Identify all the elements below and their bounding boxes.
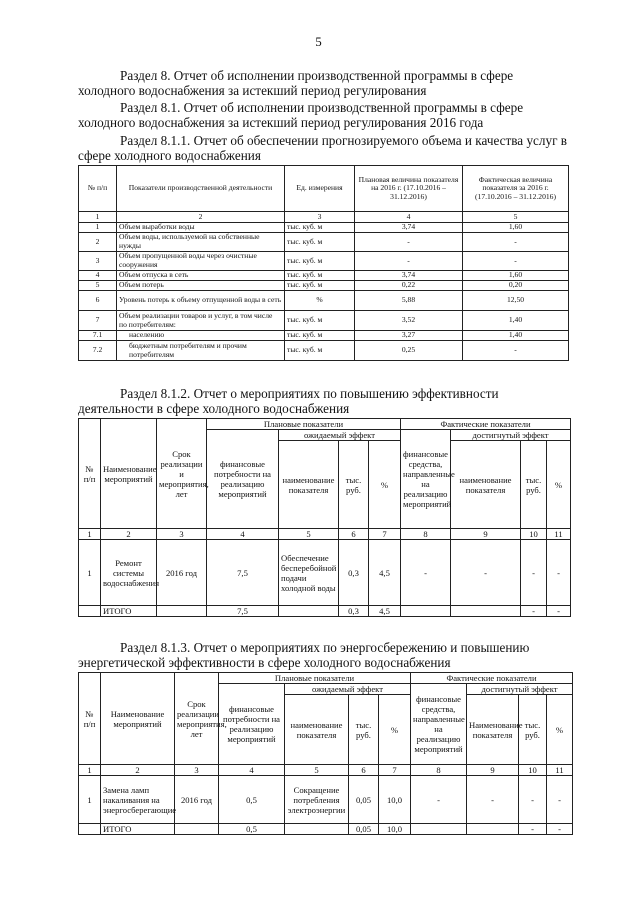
- table-row: [79, 341, 569, 361]
- row-plan: 3,74: [355, 271, 463, 281]
- total-achieved-pct: -: [547, 824, 573, 835]
- col-number: 3: [175, 765, 219, 776]
- col-header-achieved-effect: достигнутый эффект: [467, 684, 573, 695]
- total-pct: 4,5: [369, 606, 401, 617]
- row-indicator: Объем отпуска в сеть: [117, 271, 285, 281]
- row-unit: тыс. куб. м: [285, 252, 355, 271]
- row-fact: 1,40: [463, 311, 569, 331]
- table-row: [79, 776, 573, 824]
- total-financing: 7,5: [207, 606, 279, 617]
- row-fact: -: [463, 233, 569, 252]
- table-row: [79, 311, 569, 331]
- row-indicator: Уровень потерь к объему отпущенной воды в сеть: [117, 291, 285, 311]
- col-number: 2: [117, 212, 285, 223]
- row-unit: тыс. куб. м: [285, 233, 355, 252]
- col-header-achieved-indicator: наименование показателя: [451, 441, 521, 529]
- total-label: ИТОГО: [101, 824, 175, 835]
- table-row: [79, 540, 571, 606]
- total-financing: 0,5: [219, 824, 285, 835]
- row-indicator: Сокращение потребления электроэнергии: [285, 776, 349, 824]
- col-header-financing: финансовые потребности на реализацию мероприятий: [219, 684, 285, 765]
- row-unit: %: [285, 291, 355, 311]
- row-unit: тыс. куб. м: [285, 281, 355, 291]
- col-header-plan: Плановые показатели: [219, 673, 411, 684]
- table-row: [79, 291, 569, 311]
- total-pct: 10,0: [379, 824, 411, 835]
- column-numbers-row: [79, 529, 571, 540]
- row-plan: 0,22: [355, 281, 463, 291]
- column-numbers-row: [79, 212, 569, 223]
- col-header-achieved-effect: достигнутый эффект: [451, 430, 571, 441]
- col-header-achieved-pct: %: [547, 695, 573, 765]
- row-fact-financing: -: [401, 540, 451, 606]
- col-number: 1: [79, 212, 117, 223]
- heading-section-8-1-2: Раздел 8.1.2. Отчет о мероприятиях по повышению эффективности деятельности в сфере холодного водоснабжения: [78, 386, 499, 416]
- row-indicator: Объем потерь: [117, 281, 285, 291]
- row-achieved-pct: -: [547, 540, 571, 606]
- col-number: 4: [355, 212, 463, 223]
- col-header-expected-effect: ожидаемый эффект: [279, 430, 401, 441]
- col-header-financing: финансовые потребности на реализацию мероприятий: [207, 430, 279, 529]
- col-header-unit: Ед. измерения: [285, 166, 355, 212]
- column-numbers-row: [79, 765, 573, 776]
- row-num: 6: [79, 291, 117, 311]
- total-achieved-rub: -: [521, 606, 547, 617]
- col-header-expected-effect: ожидаемый эффект: [285, 684, 411, 695]
- row-fact: 1,60: [463, 271, 569, 281]
- row-measure-name: Ремонт системы водоснабжения: [101, 540, 157, 606]
- row-num: 3: [79, 252, 117, 271]
- heading-section-8-1-1: Раздел 8.1.1. Отчет об обеспечении прогнозируемого объема и качества услуг в сфере холодного водоснабжения: [78, 133, 568, 163]
- row-num: 1: [79, 223, 117, 233]
- col-number: 7: [369, 529, 401, 540]
- col-header-achieved-indicator: Наименование показателя: [467, 695, 519, 765]
- col-header-fact: Фактические показатели: [411, 673, 573, 684]
- row-indicator: населению: [117, 331, 285, 341]
- col-header-fact: Фактические показатели: [401, 419, 571, 430]
- col-header-indicator: наименование показателя: [279, 441, 339, 529]
- row-unit: тыс. куб. м: [285, 223, 355, 233]
- heading-section-8-1: Раздел 8.1. Отчет об исполнении производственной программы в сфере холодного водоснабжения за истекший период регулирования 2016 года: [78, 100, 524, 130]
- total-row: [79, 824, 573, 835]
- table-row: [79, 233, 569, 252]
- row-rub: 0,3: [339, 540, 369, 606]
- col-header-pct: %: [379, 695, 411, 765]
- heading-section-8: Раздел 8. Отчет об исполнении производственной программы в сфере холодного водоснабжения за истекший период регулирования: [78, 68, 514, 98]
- row-achieved-pct: -: [547, 776, 573, 824]
- col-header-fact-financing: финансовые средства, направленные на реализацию мероприятий: [401, 430, 451, 529]
- heading-section-8-1-3: Раздел 8.1.3. Отчет о мероприятиях по энергосбережению и повышению энергетической эффективности в сфере холодного водоснабжения: [78, 640, 530, 670]
- row-plan: -: [355, 252, 463, 271]
- row-plan: 3,27: [355, 331, 463, 341]
- col-number: 1: [79, 529, 101, 540]
- row-num: 4: [79, 271, 117, 281]
- row-plan: 0,25: [355, 341, 463, 361]
- row-indicator: Объем пропущенной воды через очистные сооружения: [117, 252, 285, 271]
- row-unit: тыс. куб. м: [285, 311, 355, 331]
- production-indicators-table: [78, 165, 569, 361]
- col-number: 5: [285, 765, 349, 776]
- col-number: 3: [285, 212, 355, 223]
- col-header-num: № п/п: [79, 673, 101, 765]
- col-number: 1: [79, 765, 101, 776]
- total-achieved-rub: -: [519, 824, 547, 835]
- row-fact: -: [463, 341, 569, 361]
- row-plan: 3,74: [355, 223, 463, 233]
- col-header-rub: тыс. руб.: [349, 695, 379, 765]
- table-row: [79, 331, 569, 341]
- col-header-num: № п/п: [79, 166, 117, 212]
- row-indicator: Объем выработки воды: [117, 223, 285, 233]
- row-unit: тыс. куб. м: [285, 341, 355, 361]
- col-header-fact: Фактическая величина показателя за 2016 г. (17.10.2016 – 31.12.2016): [463, 166, 569, 212]
- row-financing: 7,5: [207, 540, 279, 606]
- row-indicator: Объем воды, используемой на собственные нужды: [117, 233, 285, 252]
- row-achieved-indicator: -: [451, 540, 521, 606]
- col-number: 6: [349, 765, 379, 776]
- col-number: 5: [279, 529, 339, 540]
- total-rub: 0,05: [349, 824, 379, 835]
- efficiency-measures-table: [78, 418, 571, 617]
- col-number: 9: [451, 529, 521, 540]
- table-row: [79, 271, 569, 281]
- col-number: 8: [401, 529, 451, 540]
- row-fact: 12,50: [463, 291, 569, 311]
- row-num: 7.2: [79, 341, 117, 361]
- row-achieved-rub: -: [521, 540, 547, 606]
- col-header-name: Наименование мероприятий: [101, 673, 175, 765]
- col-header-num: № п/п: [79, 419, 101, 529]
- row-num: 2: [79, 233, 117, 252]
- row-measure-name: Замена ламп накаливания на энергосберегающие: [101, 776, 175, 824]
- total-rub: 0,3: [339, 606, 369, 617]
- total-achieved-pct: -: [547, 606, 571, 617]
- row-num: 5: [79, 281, 117, 291]
- row-num: 7: [79, 311, 117, 331]
- page-number: 5: [315, 34, 322, 49]
- col-number: 9: [467, 765, 519, 776]
- row-fact: 0,20: [463, 281, 569, 291]
- energy-saving-measures-table: [78, 672, 573, 835]
- row-plan: -: [355, 233, 463, 252]
- row-unit: тыс. куб. м: [285, 271, 355, 281]
- col-header-plan: Плановая величина показателя на 2016 г. (17.10.2016 – 31.12.2016): [355, 166, 463, 212]
- row-unit: тыс. куб. м: [285, 331, 355, 341]
- total-row: [79, 606, 571, 617]
- col-number: 2: [101, 765, 175, 776]
- col-number: 2: [101, 529, 157, 540]
- row-financing: 0,5: [219, 776, 285, 824]
- row-fact: -: [463, 252, 569, 271]
- row-num: 1: [79, 540, 101, 606]
- row-pct: 10,0: [379, 776, 411, 824]
- row-fact: 1,40: [463, 331, 569, 341]
- col-number: 7: [379, 765, 411, 776]
- total-label: ИТОГО: [101, 606, 157, 617]
- col-header-name: Наименование мероприятий: [101, 419, 157, 529]
- col-number: 8: [411, 765, 467, 776]
- row-achieved-indicator: -: [467, 776, 519, 824]
- row-achieved-rub: -: [519, 776, 547, 824]
- row-term: 2016 год: [157, 540, 207, 606]
- row-rub: 0,05: [349, 776, 379, 824]
- row-pct: 4,5: [369, 540, 401, 606]
- row-num: 1: [79, 776, 101, 824]
- row-fact: 1,60: [463, 223, 569, 233]
- row-plan: 3,52: [355, 311, 463, 331]
- col-header-plan: Плановые показатели: [207, 419, 401, 430]
- col-header-indicator: Показатели производственной деятельности: [117, 166, 285, 212]
- col-header-achieved-rub: тыс. руб.: [519, 695, 547, 765]
- col-number: 10: [521, 529, 547, 540]
- col-header-indicator: наименование показателя: [285, 695, 349, 765]
- row-indicator: бюджетным потребителям и прочим потребителям: [117, 341, 285, 361]
- col-number: 5: [463, 212, 569, 223]
- col-header-pct: %: [369, 441, 401, 529]
- row-term: 2016 год: [175, 776, 219, 824]
- row-fact-financing: -: [411, 776, 467, 824]
- col-header-term: Срок реализации мероприятия, лет: [175, 673, 219, 765]
- col-header-term: Срок реализации и мероприятия, лет: [157, 419, 207, 529]
- col-number: 6: [339, 529, 369, 540]
- row-num: 7.1: [79, 331, 117, 341]
- table-row: [79, 252, 569, 271]
- col-header-fact-financing: финансовые средства, направленные на реализацию мероприятий: [411, 684, 467, 765]
- table-row: [79, 223, 569, 233]
- col-number: 4: [207, 529, 279, 540]
- row-plan: 5,88: [355, 291, 463, 311]
- row-indicator: Обеспечение бесперебойной подачи холодной воды: [279, 540, 339, 606]
- col-header-rub: тыс. руб.: [339, 441, 369, 529]
- col-number: 4: [219, 765, 285, 776]
- col-header-achieved-rub: тыс. руб.: [521, 441, 547, 529]
- col-number: 10: [519, 765, 547, 776]
- col-number: 11: [547, 529, 571, 540]
- col-number: 3: [157, 529, 207, 540]
- col-number: 11: [547, 765, 573, 776]
- row-indicator: Объем реализации товаров и услуг, в том числе по потребителям:: [117, 311, 285, 331]
- col-header-achieved-pct: %: [547, 441, 571, 529]
- table-row: [79, 281, 569, 291]
